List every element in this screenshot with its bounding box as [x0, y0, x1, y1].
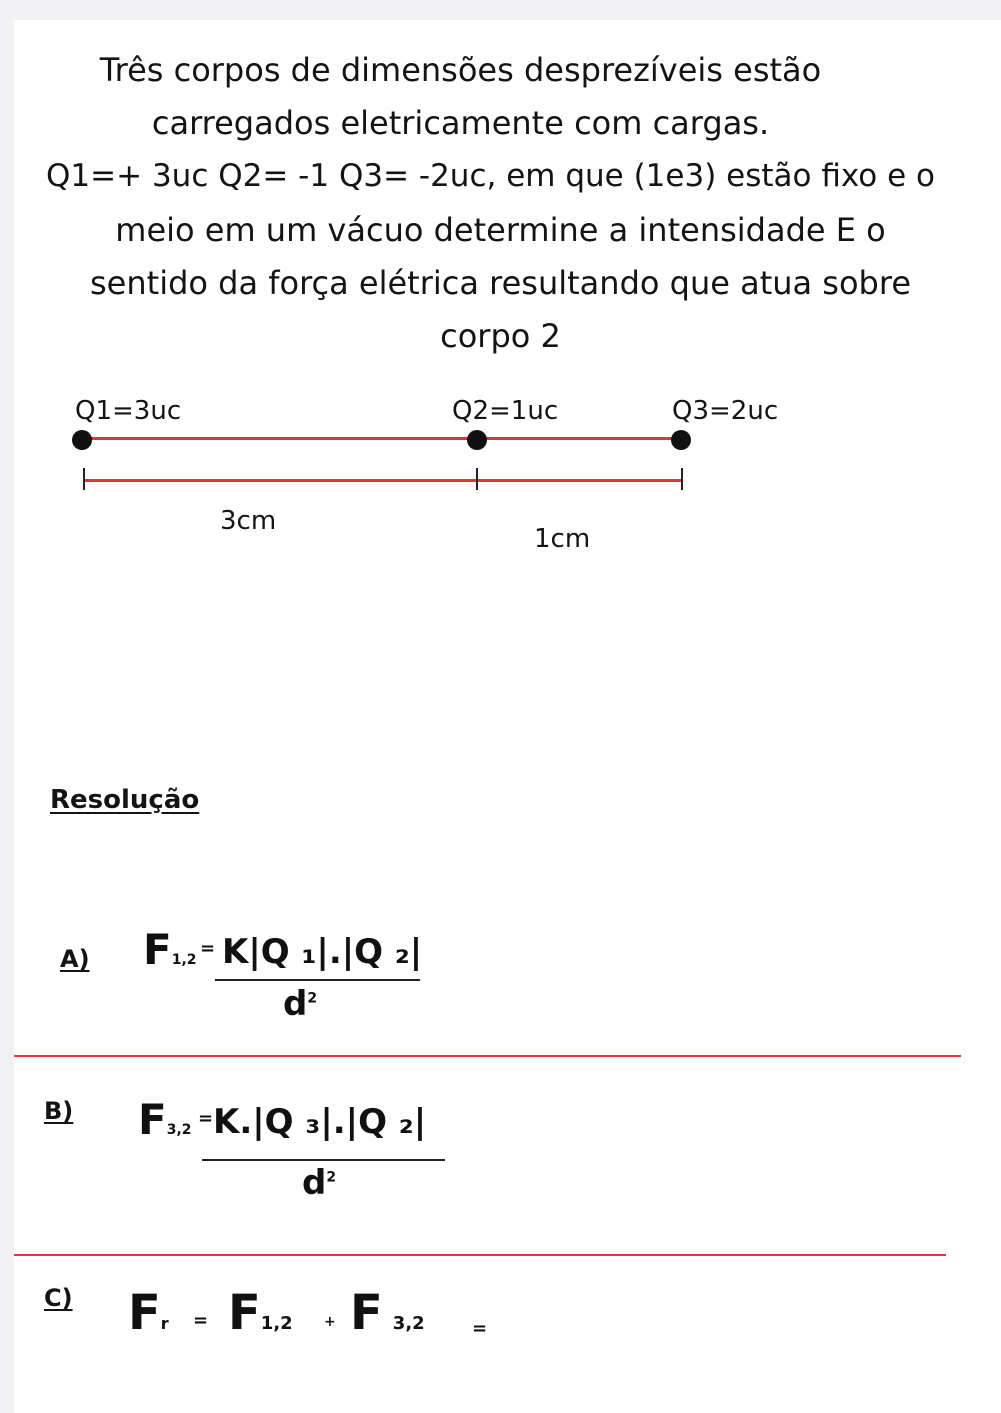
resolution-heading: Resolução [50, 785, 200, 815]
formula-numerator: K|Q ₁|.|Q ₂| [222, 932, 423, 972]
charge-dot-q1 [72, 430, 92, 450]
force-subscript: 1,2 [171, 952, 197, 968]
charge-dot-q2 [467, 430, 487, 450]
fraction-bar [215, 979, 420, 981]
distance-label-1cm: 1cm [534, 524, 591, 554]
distance-tick-2 [476, 468, 478, 490]
distance-line [84, 479, 682, 482]
force-symbol: F [350, 1285, 383, 1341]
separator-line [14, 1254, 946, 1256]
force-symbol: F [143, 925, 172, 974]
plus-sign: + [324, 1314, 336, 1330]
exponent: 2 [326, 1169, 337, 1186]
equals-sign: = [193, 1310, 209, 1331]
force-subscript: 3,2 [392, 1313, 425, 1334]
equals-sign: = [472, 1318, 488, 1339]
formula-f12-lhs [143, 925, 197, 974]
separator-line [14, 1055, 961, 1057]
equals-sign: = [200, 938, 216, 959]
charge-label-q2: Q2=1uc [452, 396, 559, 426]
distance-symbol: d [302, 1163, 327, 1203]
force-symbol: F [138, 1095, 167, 1144]
question-line: meio em um vácuo determine a intensidade E o [115, 211, 886, 249]
force-subscript: 1,2 [260, 1313, 293, 1334]
equals-sign: = [198, 1108, 214, 1129]
distance-tick-1 [83, 468, 85, 490]
question-line: carregados eletricamente com cargas. [151, 104, 770, 142]
distance-symbol: d [283, 984, 308, 1024]
formula-denominator [283, 984, 317, 1024]
item-letter: B) [44, 1097, 74, 1125]
distance-tick-3 [681, 468, 683, 490]
charge-axis-line [84, 437, 684, 440]
charge-dot-q3 [671, 430, 691, 450]
formula-f32 [350, 1285, 425, 1341]
charge-label-q1: Q1=3uc [75, 396, 182, 426]
question-line: corpo 2 [440, 317, 561, 355]
formula-numerator: K.|Q ₃|.|Q ₂| [213, 1102, 427, 1142]
force-symbol: F [128, 1285, 161, 1341]
formula-f32-lhs [138, 1095, 192, 1144]
formula-fr [128, 1285, 169, 1341]
item-letter: A) [60, 945, 90, 973]
formula-denominator [302, 1163, 336, 1203]
force-subscript: r [160, 1314, 169, 1333]
question-line: sentido da força elétrica resultando que atua sobre [90, 264, 911, 302]
charge-label-q3: Q3=2uc [672, 396, 779, 426]
item-letter: C) [44, 1284, 73, 1312]
exponent: 2 [307, 990, 318, 1007]
force-symbol: F [228, 1285, 261, 1341]
question-line: Três corpos de dimensões desprezíveis estão [99, 51, 822, 89]
distance-label-3cm: 3cm [220, 506, 277, 536]
fraction-bar [202, 1159, 445, 1161]
formula-f12 [228, 1285, 293, 1341]
question-line: Q1=+ 3uc Q2= -1 Q3= -2uc, em que (1e3) estão fixo e o [46, 158, 935, 194]
force-subscript: 3,2 [166, 1122, 192, 1138]
